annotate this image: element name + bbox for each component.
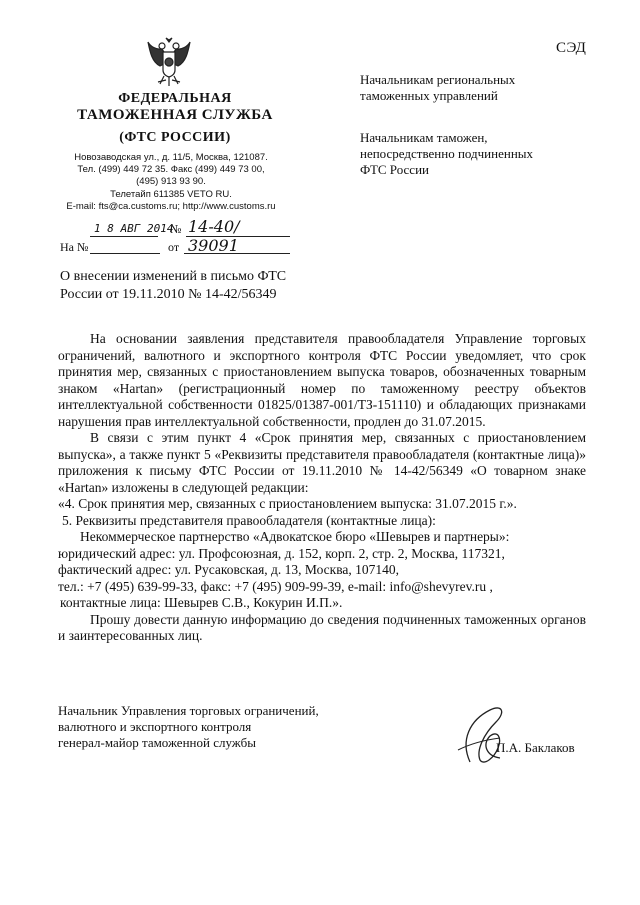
from-label: от	[168, 240, 180, 254]
body-paragraph: На основании заявления представителя правообладателя Управление торговых ограничений, валютного и экспортного контроля ФТС России уведомляет, что срок принятия мер, связанных с приостановлением выпуска товаров, обозначенных товарным знаком «Hartan» (регистрационный номер по таможенному реестру объектов интеллектуальной собственности 01825/01387-001/ТЗ-151110) и обладающих признаками нарушения прав интеллектуальной собственности, продлен до 31.07.2015.	[58, 331, 586, 429]
address-phone-line: Тел. (499) 449 72 35. Факс (499) 449 73 00,	[77, 164, 265, 175]
handwritten-signature-icon	[440, 700, 530, 770]
reply-to-line	[60, 240, 290, 256]
recipient-line: непосредственно подчиненных	[360, 146, 534, 161]
signer-title-line: Начальник Управления торговых ограничений,	[58, 703, 319, 718]
body-paragraph: 5. Реквизиты представителя правообладателя (контактные лица):	[62, 512, 436, 528]
body-paragraph: фактический адрес: ул. Русаковская, д. 13, Москва, 107140,	[58, 562, 400, 577]
recipient-line: Начальникам таможен,	[360, 130, 488, 145]
address-teletype-line: Телетайп 611385 VETO RU.	[110, 189, 232, 200]
signer-title-line: валютного и экспортного контроля	[58, 719, 252, 734]
body-paragraph: В связи с этим пункт 4 «Срок принятия мер, связанных с приостановлением выпуска», а также пункт 5 «Реквизиты представителя правообладателя (контактные лица)» приложения к письму ФТС России от 19.11.2010 № 14-42/56349 «О товарном знаке «Hartan» изложены в следующей редакции:	[58, 430, 586, 495]
org-name-line2: ТАМОЖЕННАЯ СЛУЖБА	[77, 107, 273, 123]
body-paragraph: контактные лица: Шевырев С.В., Кокурин И.П.».	[60, 595, 343, 610]
letter-subject	[60, 268, 320, 304]
org-name-abbr: (ФТС РОССИИ)	[119, 130, 231, 145]
letter-body	[58, 331, 586, 645]
signer-name: П.А. Баклаков	[496, 740, 575, 755]
on-no-underline	[90, 240, 160, 254]
address-phone-line: (495) 913 93 90.	[136, 176, 206, 187]
signature-block	[58, 703, 378, 751]
body-paragraph: «4. Срок принятия мер, связанных с приостановлением выпуска: 31.07.2015 г.».	[58, 496, 517, 511]
registration-date: 1 8 АВГ 2014	[94, 222, 174, 235]
subject-line: О внесении изменений в письмо ФТС	[60, 269, 287, 284]
from-underline	[184, 240, 290, 254]
registration-number: 14-40/ 39091	[188, 217, 240, 255]
recipient-line: таможенных управлений	[360, 88, 498, 103]
corner-mark: СЭД	[556, 40, 587, 56]
recipient-line: Начальникам региональных	[360, 72, 516, 87]
number-label: №	[170, 222, 182, 236]
recipient-block-1	[360, 72, 600, 104]
org-name-line1: ФЕДЕРАЛЬНАЯ	[118, 91, 232, 106]
address-line: Новозаводская ул., д. 11/5, Москва, 121087.	[74, 152, 268, 163]
body-paragraph: тел.: +7 (495) 639-99-33, факс: +7 (495) 909-99-39, e-mail: info@shevyrev.ru ,	[58, 578, 493, 594]
address-email-line: E-mail: fts@ca.customs.ru; http://www.customs.ru	[66, 201, 276, 212]
body-paragraph: Прошу довести данную информацию до сведения подчиненных таможенных органов и заинтересованных лиц.	[58, 611, 586, 643]
on-no-label: На №	[60, 240, 89, 254]
signer-title-line: генерал-майор таможенной службы	[58, 735, 256, 750]
subject-line: России от 19.11.2010 № 14-42/56349	[60, 287, 277, 302]
russian-coat-of-arms-icon	[146, 36, 192, 88]
body-paragraph: Некоммерческое партнерство «Адвокатское бюро «Шевырев и партнеры»:	[80, 529, 510, 544]
recipient-block-2	[360, 130, 600, 178]
recipient-line: ФТС России	[360, 162, 429, 177]
body-paragraph: юридический адрес: ул. Профсоюзная, д. 152, корп. 2, стр. 2, Москва, 117321,	[58, 545, 505, 561]
